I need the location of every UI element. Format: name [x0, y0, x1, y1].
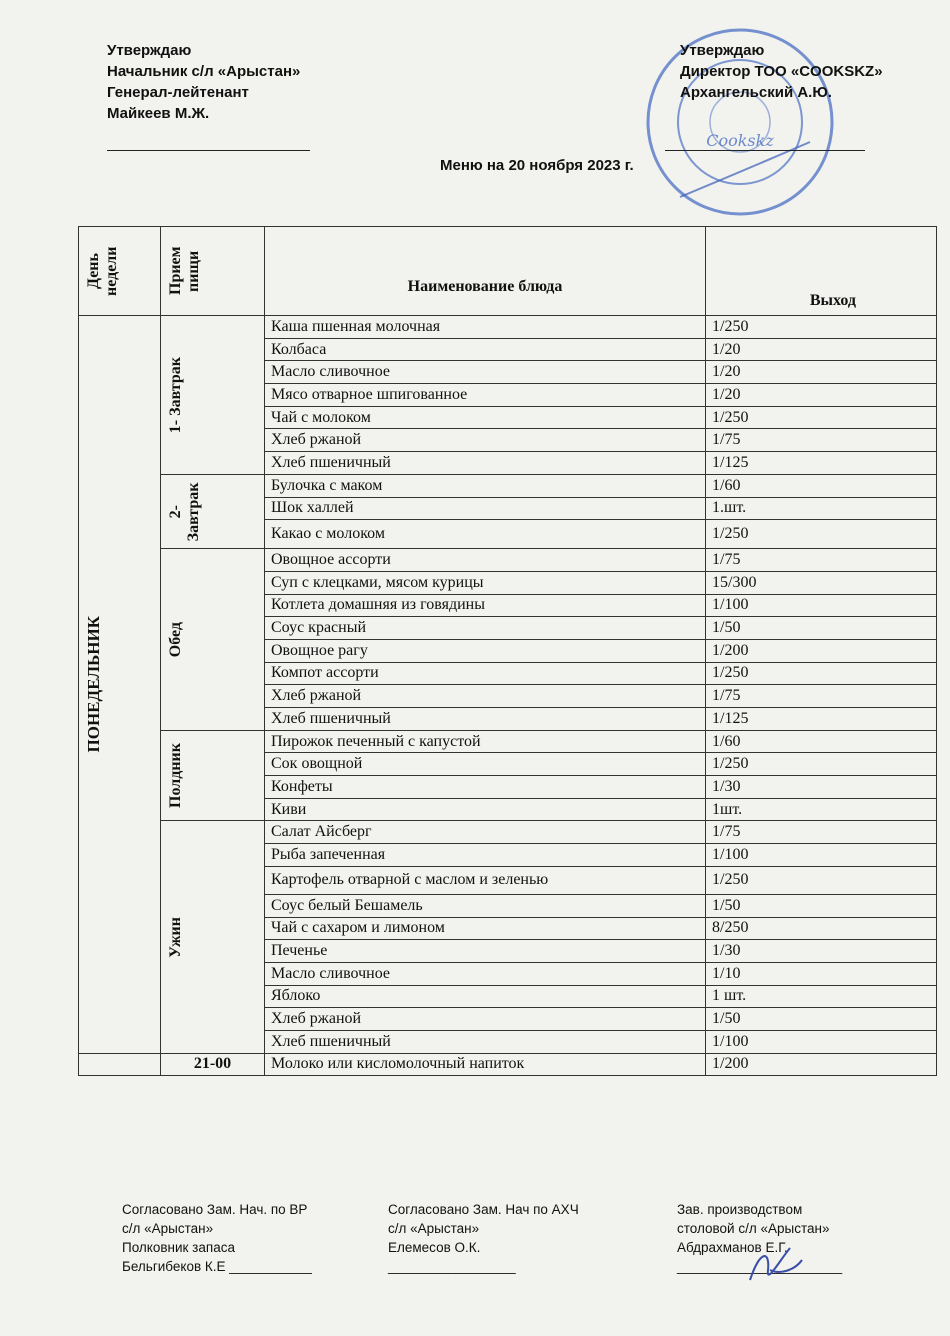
dish-output: 1/250	[706, 662, 937, 685]
table-row	[79, 821, 937, 844]
approval-left-line: Майкеев М.Ж.	[107, 105, 210, 122]
dish-name: Печенье	[265, 940, 706, 963]
meal-cell-breakfast-2: 2- Завтрак	[161, 474, 265, 548]
dish-name: Какао с молоком	[265, 520, 706, 549]
signature-line-right	[665, 150, 865, 151]
dish-output: 1/250	[706, 866, 937, 894]
dish-output: 1/75	[706, 821, 937, 844]
approval-right-line: Утверждаю	[680, 42, 765, 59]
dish-output: 1/60	[706, 730, 937, 753]
dish-output: 1/20	[706, 361, 937, 384]
footer-line: столовой с/л «Арыстан»	[677, 1221, 830, 1236]
footer-line: с/л «Арыстан»	[388, 1221, 480, 1236]
dish-name: Мясо отварное шпигованное	[265, 384, 706, 407]
menu-table	[78, 226, 937, 1076]
dish-name: Компот ассорти	[265, 662, 706, 685]
handwritten-signature	[740, 1240, 810, 1290]
footer-line: _________________	[388, 1259, 516, 1274]
footer-line: Согласовано Зам. Нач. по ВР	[122, 1202, 308, 1217]
table-row	[79, 549, 937, 572]
approval-left	[107, 40, 300, 124]
dish-name: Хлеб пшеничный	[265, 1030, 706, 1053]
dish-name: Молоко или кисломолочный напиток	[265, 1053, 706, 1076]
meal-cell-snack: Полдник	[161, 730, 265, 821]
page-title: Меню на 20 ноября 2023 г.	[440, 157, 634, 174]
empty-day-cell	[79, 1053, 161, 1076]
dish-output: 1/50	[706, 894, 937, 917]
approval-left-line: Утверждаю	[107, 42, 192, 59]
dish-output: 1/30	[706, 940, 937, 963]
dish-name: Каша пшенная молочная	[265, 316, 706, 339]
meal-cell-lunch: Обед	[161, 549, 265, 731]
dish-output: 1/50	[706, 1008, 937, 1031]
meal-cell-breakfast-1: 1- Завтрак	[161, 316, 265, 475]
col-header-name: Наименование блюда	[265, 227, 706, 316]
table-row	[79, 1053, 937, 1076]
signature-line-left	[107, 150, 310, 151]
table-row	[79, 730, 937, 753]
dish-name: Рыба запеченная	[265, 844, 706, 867]
col-header-meal: Прием пищи	[161, 227, 265, 316]
approval-left-line: Начальник с/л «Арыстан»	[107, 63, 301, 80]
footer-approval-1	[122, 1200, 312, 1276]
footer-line: ______________________	[677, 1259, 843, 1274]
footer-line: Полковник запаса	[122, 1240, 235, 1255]
dish-output: 1/125	[706, 452, 937, 475]
dish-output: 1 шт.	[706, 985, 937, 1008]
footer-line: Абдрахманов Е.Г.	[677, 1240, 788, 1255]
dish-name: Сок овощной	[265, 753, 706, 776]
footer-line: Зав. производством	[677, 1202, 803, 1217]
dish-output: 1/50	[706, 617, 937, 640]
dish-name: Хлеб ржаной	[265, 1008, 706, 1031]
dish-output: 1/250	[706, 406, 937, 429]
col-header-day: День недели	[79, 227, 161, 316]
footer-line: с/л «Арыстан»	[122, 1221, 214, 1236]
footer-line: Бельгибеков К.Е ___________	[122, 1259, 312, 1274]
meal-cell-dinner: Ужин	[161, 821, 265, 1053]
dish-output: 8/250	[706, 917, 937, 940]
approval-right	[680, 40, 883, 103]
dish-name: Конфеты	[265, 776, 706, 799]
table-row	[79, 474, 937, 497]
approval-right-line: Архангельский А.Ю.	[680, 84, 832, 101]
dish-name: Овощное рагу	[265, 639, 706, 662]
dish-output: 1/75	[706, 429, 937, 452]
day-cell: ПОНЕДЕЛЬНИК	[79, 316, 161, 1054]
dish-name: Чай с сахаром и лимоном	[265, 917, 706, 940]
table-header-row	[79, 227, 937, 316]
table-row	[79, 316, 937, 339]
approval-right-line: Директор ТОО «COOKSKZ»	[680, 63, 883, 80]
dish-output: 1/20	[706, 384, 937, 407]
dish-output: 1/100	[706, 844, 937, 867]
col-header-output: Выход	[706, 227, 937, 316]
dish-output: 1/250	[706, 753, 937, 776]
dish-name: Картофель отварной с маслом и зеленью	[265, 866, 706, 894]
dish-output: 1/60	[706, 474, 937, 497]
dish-output: 1/10	[706, 962, 937, 985]
dish-output: 1/200	[706, 639, 937, 662]
dish-name: Салат Айсберг	[265, 821, 706, 844]
dish-output: 1/20	[706, 338, 937, 361]
dish-output: 1/125	[706, 708, 937, 731]
dish-output: 1/100	[706, 594, 937, 617]
dish-name: Киви	[265, 798, 706, 821]
dish-name: Чай с молоком	[265, 406, 706, 429]
dish-name: Булочка с маком	[265, 474, 706, 497]
stamp-text: Cookskz	[706, 131, 774, 150]
dish-name: Яблоко	[265, 985, 706, 1008]
dish-name: Масло сливочное	[265, 962, 706, 985]
dish-output: 1/75	[706, 685, 937, 708]
dish-name: Шок халлей	[265, 497, 706, 520]
dish-name: Пирожок печенный с капустой	[265, 730, 706, 753]
dish-name: Хлеб ржаной	[265, 429, 706, 452]
dish-output: 1/30	[706, 776, 937, 799]
dish-output: 1.шт.	[706, 497, 937, 520]
dish-name: Хлеб пшеничный	[265, 452, 706, 475]
dish-name: Суп с клецками, мясом курицы	[265, 571, 706, 594]
dish-output: 1шт.	[706, 798, 937, 821]
dish-output: 15/300	[706, 571, 937, 594]
dish-output: 1/250	[706, 520, 937, 549]
approval-left-line: Генерал-лейтенант	[107, 84, 249, 101]
dish-name: Хлеб ржаной	[265, 685, 706, 708]
dish-name: Котлета домашняя из говядины	[265, 594, 706, 617]
dish-output: 1/75	[706, 549, 937, 572]
dish-name: Соус красный	[265, 617, 706, 640]
dish-output: 1/100	[706, 1030, 937, 1053]
dish-name: Соус белый Бешамель	[265, 894, 706, 917]
dish-name: Колбаса	[265, 338, 706, 361]
dish-name: Овощное ассорти	[265, 549, 706, 572]
meal-cell-evening: 21-00	[161, 1053, 265, 1076]
dish-output: 1/250	[706, 316, 937, 339]
dish-name: Масло сливочное	[265, 361, 706, 384]
dish-output: 1/200	[706, 1053, 937, 1076]
footer-line: Елемесов О.К.	[388, 1240, 481, 1255]
dish-name: Хлеб пшеничный	[265, 708, 706, 731]
footer-line: Согласовано Зам. Нач по АХЧ	[388, 1202, 579, 1217]
footer-approval-2	[388, 1200, 579, 1276]
